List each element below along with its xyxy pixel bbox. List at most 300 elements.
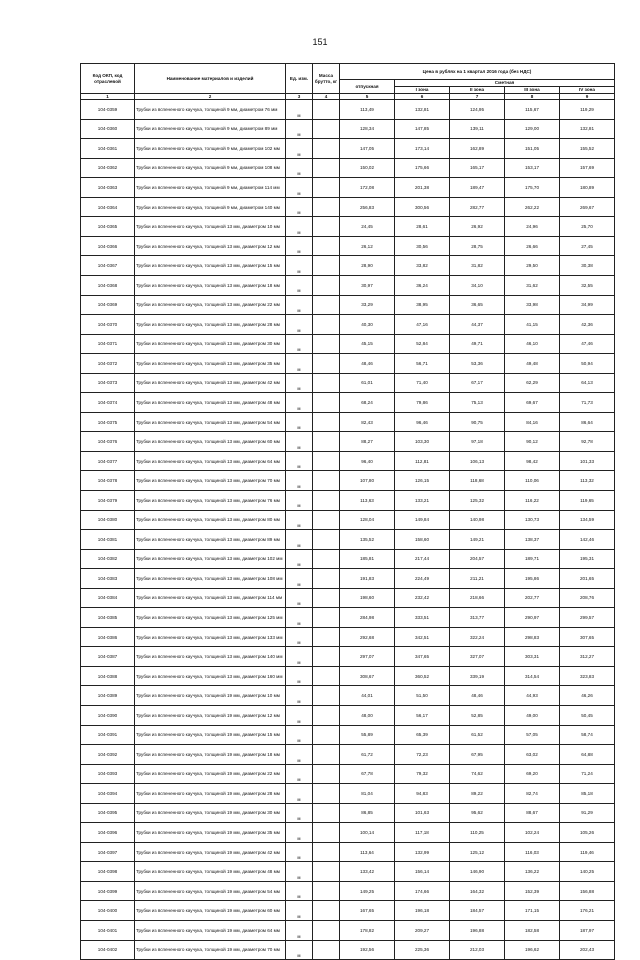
cell-zone-3-price: 151,05 (505, 139, 560, 159)
cell-mass (313, 549, 340, 569)
table-row (81, 100, 615, 120)
cell-unit: м (286, 236, 313, 256)
cell-unit: м (286, 217, 313, 237)
table-row (81, 295, 615, 315)
cell-unit: м (286, 569, 313, 589)
cell-mass (313, 784, 340, 804)
cell-zone-4-price: 64,88 (560, 745, 615, 765)
cell-mass (313, 862, 340, 882)
cell-zone-4-price: 71,73 (560, 393, 615, 413)
cell-release-price: 40,30 (340, 315, 395, 335)
cell-zone-2-price: 48,46 (450, 686, 505, 706)
cell-zone-3-price: 182,58 (505, 921, 560, 941)
cell-zone-2-price: 75,13 (450, 393, 505, 413)
cell-mass (313, 412, 340, 432)
table-row (81, 940, 615, 960)
cell-code: 104-0363 (81, 178, 135, 198)
cell-zone-2-price: 118,68 (450, 471, 505, 491)
cell-zone-3-price: 33,98 (505, 295, 560, 315)
cell-zone-3-price: 202,77 (505, 588, 560, 608)
cell-zone-4-price: 156,88 (560, 881, 615, 901)
cell-mass (313, 921, 340, 941)
cell-code: 104-0390 (81, 706, 135, 726)
table-row (81, 569, 615, 589)
cell-release-price: 48,46 (340, 354, 395, 374)
cell-release-price: 107,80 (340, 471, 395, 491)
header-code: Код ОКП, код отраслевой (81, 64, 135, 94)
table-row (81, 745, 615, 765)
cell-zone-3-price: 290,97 (505, 608, 560, 628)
header-zone-3: III зона (505, 87, 560, 94)
header-zone-1: I зона (395, 87, 450, 94)
cell-release-price: 96,40 (340, 451, 395, 471)
cell-zone-2-price: 31,82 (450, 256, 505, 276)
table-row (81, 471, 615, 491)
cell-zone-1-price: 33,82 (395, 256, 450, 276)
cell-zone-4-price: 142,46 (560, 530, 615, 550)
cell-zone-2-price: 52,85 (450, 706, 505, 726)
cell-code: 104-0383 (81, 569, 135, 589)
cell-release-price: 135,52 (340, 530, 395, 550)
cell-zone-4-price: 86,64 (560, 412, 615, 432)
cell-name: Трубки из вспененного каучука, толщиной 13 мм, диаметром 35 мм (135, 354, 286, 374)
cell-zone-3-price: 46,10 (505, 334, 560, 354)
table-body (81, 100, 615, 960)
table-row (81, 432, 615, 452)
cell-name: Трубки из вспененного каучука, толщиной 9 мм, диаметром 76 мм (135, 100, 286, 120)
cell-name: Трубки из вспененного каучука, толщиной 13 мм, диаметром 54 мм (135, 412, 286, 432)
cell-release-price: 128,34 (340, 119, 395, 139)
cell-unit: м (286, 490, 313, 510)
cell-code: 104-0370 (81, 315, 135, 335)
cell-unit: м (286, 823, 313, 843)
cell-mass (313, 842, 340, 862)
cell-unit: м (286, 921, 313, 941)
cell-zone-1-price: 51,50 (395, 686, 450, 706)
cell-zone-2-price: 125,12 (450, 842, 505, 862)
cell-name: Трубки из вспененного каучука, толщиной 19 мм, диаметром 18 мм (135, 745, 286, 765)
cell-unit: м (286, 862, 313, 882)
cell-release-price: 30,97 (340, 275, 395, 295)
cell-code: 104-0393 (81, 764, 135, 784)
cell-unit: м (286, 549, 313, 569)
table-row (81, 139, 615, 159)
cell-zone-3-price: 84,16 (505, 412, 560, 432)
cell-unit: м (286, 119, 313, 139)
cell-zone-3-price: 129,00 (505, 119, 560, 139)
cell-zone-2-price: 204,57 (450, 549, 505, 569)
cell-zone-3-price: 49,48 (505, 354, 560, 374)
cell-zone-2-price: 184,57 (450, 901, 505, 921)
cell-zone-4-price: 132,81 (560, 119, 615, 139)
cell-unit: м (286, 588, 313, 608)
cell-name: Трубки из вспененного каучука, толщиной 19 мм, диаметром 42 мм (135, 842, 286, 862)
cell-unit: м (286, 725, 313, 745)
cell-mass (313, 471, 340, 491)
cell-zone-1-price: 217,44 (395, 549, 450, 569)
cell-zone-1-price: 173,14 (395, 139, 450, 159)
cell-zone-3-price: 41,15 (505, 315, 560, 335)
table-row (81, 315, 615, 335)
table-row (81, 764, 615, 784)
cell-unit: м (286, 666, 313, 686)
cell-zone-4-price: 155,52 (560, 139, 615, 159)
cell-zone-1-price: 52,84 (395, 334, 450, 354)
table-row (81, 530, 615, 550)
table-row (81, 921, 615, 941)
cell-unit: м (286, 764, 313, 784)
table-row (81, 451, 615, 471)
cell-name: Трубки из вспененного каучука, толщиной 19 мм, диаметром 70 мм (135, 940, 286, 960)
cell-name: Трубки из вспененного каучука, толщиной 13 мм, диаметром 30 мм (135, 334, 286, 354)
cell-zone-3-price: 171,15 (505, 901, 560, 921)
cell-unit: м (286, 178, 313, 198)
cell-mass (313, 119, 340, 139)
cell-zone-2-price: 140,98 (450, 510, 505, 530)
cell-zone-4-price: 113,32 (560, 471, 615, 491)
cell-zone-2-price: 149,21 (450, 530, 505, 550)
cell-zone-2-price: 53,36 (450, 354, 505, 374)
cell-zone-1-price: 36,24 (395, 275, 450, 295)
cell-zone-2-price: 339,19 (450, 666, 505, 686)
cell-name: Трубки из вспененного каучука, толщиной 19 мм, диаметром 15 мм (135, 725, 286, 745)
cell-zone-3-price: 116,03 (505, 842, 560, 862)
cell-zone-1-price: 103,30 (395, 432, 450, 452)
cell-mass (313, 139, 340, 159)
cell-release-price: 185,81 (340, 549, 395, 569)
cell-release-price: 150,02 (340, 158, 395, 178)
cell-unit: м (286, 745, 313, 765)
header-price-title: Цена в рублях на 1 квартал 2016 года (без НДС) (340, 64, 615, 80)
table-row (81, 627, 615, 647)
cell-zone-4-price: 176,21 (560, 901, 615, 921)
cell-release-price: 26,12 (340, 236, 395, 256)
cell-release-price: 45,15 (340, 334, 395, 354)
cell-zone-1-price: 101,63 (395, 803, 450, 823)
cell-unit: м (286, 842, 313, 862)
cell-unit: м (286, 940, 313, 960)
cell-zone-4-price: 119,46 (560, 842, 615, 862)
col-number: 4 (313, 94, 340, 100)
cell-zone-3-price: 82,74 (505, 784, 560, 804)
table-row (81, 686, 615, 706)
cell-name: Трубки из вспененного каучука, толщиной 13 мм, диаметром 89 мм (135, 530, 286, 550)
cell-mass (313, 373, 340, 393)
cell-name: Трубки из вспененного каучука, толщиной 19 мм, диаметром 64 мм (135, 921, 286, 941)
cell-unit: м (286, 373, 313, 393)
cell-name: Трубки из вспененного каучука, толщиной 13 мм, диаметром 12 мм (135, 236, 286, 256)
cell-zone-4-price: 30,38 (560, 256, 615, 276)
cell-mass (313, 315, 340, 335)
cell-release-price: 82,43 (340, 412, 395, 432)
cell-zone-2-price: 282,77 (450, 197, 505, 217)
cell-zone-3-price: 90,12 (505, 432, 560, 452)
cell-release-price: 113,63 (340, 490, 395, 510)
cell-code: 104-0395 (81, 803, 135, 823)
col-number: 9 (560, 94, 615, 100)
cell-mass (313, 803, 340, 823)
cell-zone-2-price: 67,95 (450, 745, 505, 765)
cell-zone-2-price: 49,71 (450, 334, 505, 354)
cell-zone-3-price: 196,62 (505, 940, 560, 960)
cell-zone-3-price: 98,42 (505, 451, 560, 471)
page-number: 151 (312, 37, 328, 47)
cell-zone-4-price: 208,76 (560, 588, 615, 608)
table-row (81, 393, 615, 413)
cell-release-price: 67,78 (340, 764, 395, 784)
cell-zone-4-price: 119,29 (560, 100, 615, 120)
cell-zone-1-price: 224,49 (395, 569, 450, 589)
header-unit: Ед. изм. (286, 64, 313, 94)
cell-name: Трубки из вспененного каучука, толщиной 13 мм, диаметром 60 мм (135, 432, 286, 452)
cell-name: Трубки из вспененного каучука, толщиной 19 мм, диаметром 28 мм (135, 784, 286, 804)
cell-zone-2-price: 189,47 (450, 178, 505, 198)
table-row (81, 236, 615, 256)
table-row (81, 862, 615, 882)
cell-zone-1-price: 147,85 (395, 119, 450, 139)
cell-code: 104-0366 (81, 236, 135, 256)
cell-name: Трубки из вспененного каучука, толщиной 19 мм, диаметром 48 мм (135, 862, 286, 882)
table-row (81, 178, 615, 198)
cell-zone-4-price: 105,26 (560, 823, 615, 843)
cell-zone-1-price: 149,84 (395, 510, 450, 530)
cell-name: Трубки из вспененного каучука, толщиной 13 мм, диаметром 80 мм (135, 510, 286, 530)
cell-release-price: 256,83 (340, 197, 395, 217)
cell-name: Трубки из вспененного каучука, толщиной 13 мм, диаметром 18 мм (135, 275, 286, 295)
cell-code: 104-0374 (81, 393, 135, 413)
cell-name: Трубки из вспененного каучука, толщиной 13 мм, диаметром 114 мм (135, 588, 286, 608)
cell-zone-4-price: 92,78 (560, 432, 615, 452)
cell-zone-3-price: 136,22 (505, 862, 560, 882)
cell-zone-4-price: 58,74 (560, 725, 615, 745)
cell-zone-3-price: 44,93 (505, 686, 560, 706)
cell-unit: м (286, 881, 313, 901)
cell-code: 104-0361 (81, 139, 135, 159)
cell-zone-3-price: 314,54 (505, 666, 560, 686)
cell-name: Трубки из вспененного каучука, толщиной 9 мм, диаметром 114 мм (135, 178, 286, 198)
cell-name: Трубки из вспененного каучука, толщиной 13 мм, диаметром 48 мм (135, 393, 286, 413)
cell-mass (313, 725, 340, 745)
cell-code: 104-0359 (81, 100, 135, 120)
cell-zone-2-price: 34,10 (450, 275, 505, 295)
cell-zone-4-price: 71,24 (560, 764, 615, 784)
cell-code: 104-0399 (81, 881, 135, 901)
cell-mass (313, 627, 340, 647)
cell-zone-2-price: 61,52 (450, 725, 505, 745)
cell-code: 104-0367 (81, 256, 135, 276)
cell-mass (313, 666, 340, 686)
cell-zone-2-price: 164,32 (450, 881, 505, 901)
table-row (81, 608, 615, 628)
cell-name: Трубки из вспененного каучука, толщиной 19 мм, диаметром 22 мм (135, 764, 286, 784)
cell-unit: м (286, 256, 313, 276)
cell-mass (313, 764, 340, 784)
cell-code: 104-0378 (81, 471, 135, 491)
cell-code: 104-0380 (81, 510, 135, 530)
cell-name: Трубки из вспененного каучука, толщиной 13 мм, диаметром 15 мм (135, 256, 286, 276)
cell-zone-3-price: 102,24 (505, 823, 560, 843)
cell-code: 104-0398 (81, 862, 135, 882)
cell-release-price: 292,68 (340, 627, 395, 647)
cell-unit: м (286, 803, 313, 823)
cell-code: 104-0384 (81, 588, 135, 608)
cell-release-price: 128,04 (340, 510, 395, 530)
cell-unit: м (286, 647, 313, 667)
table-row (81, 412, 615, 432)
cell-unit: м (286, 275, 313, 295)
cell-zone-4-price: 202,43 (560, 940, 615, 960)
table-row (81, 119, 615, 139)
cell-code: 104-0360 (81, 119, 135, 139)
cell-zone-3-price: 175,70 (505, 178, 560, 198)
cell-zone-1-price: 28,61 (395, 217, 450, 237)
cell-unit: м (286, 315, 313, 335)
cell-zone-2-price: 211,21 (450, 569, 505, 589)
cell-zone-1-price: 347,65 (395, 647, 450, 667)
cell-zone-3-price: 115,67 (505, 100, 560, 120)
table-row (81, 901, 615, 921)
cell-zone-1-price: 126,15 (395, 471, 450, 491)
cell-zone-1-price: 158,60 (395, 530, 450, 550)
cell-zone-4-price: 187,97 (560, 921, 615, 941)
cell-zone-1-price: 112,81 (395, 451, 450, 471)
cell-code: 104-0397 (81, 842, 135, 862)
cell-mass (313, 940, 340, 960)
table-row (81, 725, 615, 745)
cell-zone-2-price: 139,11 (450, 119, 505, 139)
header-zone-4: IV зона (560, 87, 615, 94)
cell-code: 104-0379 (81, 490, 135, 510)
cell-code: 104-0362 (81, 158, 135, 178)
cell-code: 104-0376 (81, 432, 135, 452)
cell-unit: м (286, 706, 313, 726)
cell-zone-3-price: 88,67 (505, 803, 560, 823)
cell-release-price: 149,25 (340, 881, 395, 901)
cell-code: 104-0387 (81, 647, 135, 667)
cell-name: Трубки из вспененного каучука, толщиной 13 мм, диаметром 108 мм (135, 569, 286, 589)
cell-code: 104-0385 (81, 608, 135, 628)
cell-unit: м (286, 901, 313, 921)
cell-zone-2-price: 74,62 (450, 764, 505, 784)
cell-unit: м (286, 295, 313, 315)
cell-code: 104-0389 (81, 686, 135, 706)
cell-unit: м (286, 197, 313, 217)
cell-zone-1-price: 117,18 (395, 823, 450, 843)
cell-zone-1-price: 38,95 (395, 295, 450, 315)
cell-unit: м (286, 627, 313, 647)
cell-release-price: 147,05 (340, 139, 395, 159)
cell-zone-1-price: 71,40 (395, 373, 450, 393)
col-number: 5 (340, 94, 395, 100)
table-row (81, 158, 615, 178)
cell-name: Трубки из вспененного каучука, толщиной 9 мм, диаметром 89 мм (135, 119, 286, 139)
cell-zone-4-price: 27,45 (560, 236, 615, 256)
cell-mass (313, 275, 340, 295)
cell-code: 104-0382 (81, 549, 135, 569)
cell-zone-4-price: 269,67 (560, 197, 615, 217)
cell-unit: м (286, 139, 313, 159)
cell-zone-3-price: 69,20 (505, 764, 560, 784)
table-row (81, 510, 615, 530)
cell-zone-2-price: 322,24 (450, 627, 505, 647)
cell-name: Трубки из вспененного каучука, толщиной 19 мм, диаметром 30 мм (135, 803, 286, 823)
cell-zone-2-price: 124,95 (450, 100, 505, 120)
cell-name: Трубки из вспененного каучука, толщиной 13 мм, диаметром 70 мм (135, 471, 286, 491)
cell-unit: м (286, 334, 313, 354)
cell-mass (313, 706, 340, 726)
cell-mass (313, 490, 340, 510)
cell-zone-4-price: 195,31 (560, 549, 615, 569)
cell-name: Трубки из вспененного каучука, толщиной 13 мм, диаметром 76 мм (135, 490, 286, 510)
cell-mass (313, 451, 340, 471)
cell-zone-1-price: 196,18 (395, 901, 450, 921)
cell-code: 104-0394 (81, 784, 135, 804)
cell-zone-1-price: 174,66 (395, 881, 450, 901)
cell-mass (313, 510, 340, 530)
cell-zone-3-price: 62,29 (505, 373, 560, 393)
cell-mass (313, 334, 340, 354)
cell-zone-3-price: 49,00 (505, 706, 560, 726)
cell-mass (313, 530, 340, 550)
cell-zone-2-price: 125,32 (450, 490, 505, 510)
col-number: 7 (450, 94, 505, 100)
cell-name: Трубки из вспененного каучука, толщиной 13 мм, диаметром 22 мм (135, 295, 286, 315)
cell-zone-1-price: 56,71 (395, 354, 450, 374)
cell-zone-2-price: 36,65 (450, 295, 505, 315)
cell-zone-1-price: 132,99 (395, 842, 450, 862)
cell-name: Трубки из вспененного каучука, толщиной 13 мм, диаметром 140 мм (135, 647, 286, 667)
cell-release-price: 24,45 (340, 217, 395, 237)
table-row (81, 881, 615, 901)
cell-mass (313, 354, 340, 374)
cell-unit: м (286, 784, 313, 804)
table-row (81, 275, 615, 295)
col-number: 1 (81, 94, 135, 100)
header-release: отпускная (340, 80, 395, 94)
cell-code: 104-0386 (81, 627, 135, 647)
cell-zone-4-price: 312,27 (560, 647, 615, 667)
cell-zone-1-price: 132,81 (395, 100, 450, 120)
cell-name: Трубки из вспененного каучука, толщиной 9 мм, диаметром 140 мм (135, 197, 286, 217)
col-number: 2 (135, 94, 286, 100)
table-row (81, 588, 615, 608)
table-row (81, 784, 615, 804)
cell-zone-2-price: 165,17 (450, 158, 505, 178)
cell-zone-4-price: 299,57 (560, 608, 615, 628)
cell-zone-3-price: 152,39 (505, 881, 560, 901)
cell-mass (313, 432, 340, 452)
cell-zone-4-price: 91,29 (560, 803, 615, 823)
cell-mass (313, 295, 340, 315)
table-row (81, 256, 615, 276)
cell-zone-2-price: 67,17 (450, 373, 505, 393)
cell-zone-1-price: 360,52 (395, 666, 450, 686)
cell-name: Трубки из вспененного каучука, толщиной 13 мм, диаметром 10 мм (135, 217, 286, 237)
cell-code: 104-0396 (81, 823, 135, 843)
col-number: 3 (286, 94, 313, 100)
cell-mass (313, 686, 340, 706)
cell-code: 104-0365 (81, 217, 135, 237)
cell-code: 104-0375 (81, 412, 135, 432)
cell-zone-4-price: 50,45 (560, 706, 615, 726)
cell-mass (313, 236, 340, 256)
cell-release-price: 81,04 (340, 784, 395, 804)
table-row (81, 217, 615, 237)
cell-name: Трубки из вспененного каучука, толщиной 13 мм, диаметром 125 мм (135, 608, 286, 628)
cell-mass (313, 745, 340, 765)
table-row (81, 706, 615, 726)
cell-zone-1-price: 96,46 (395, 412, 450, 432)
